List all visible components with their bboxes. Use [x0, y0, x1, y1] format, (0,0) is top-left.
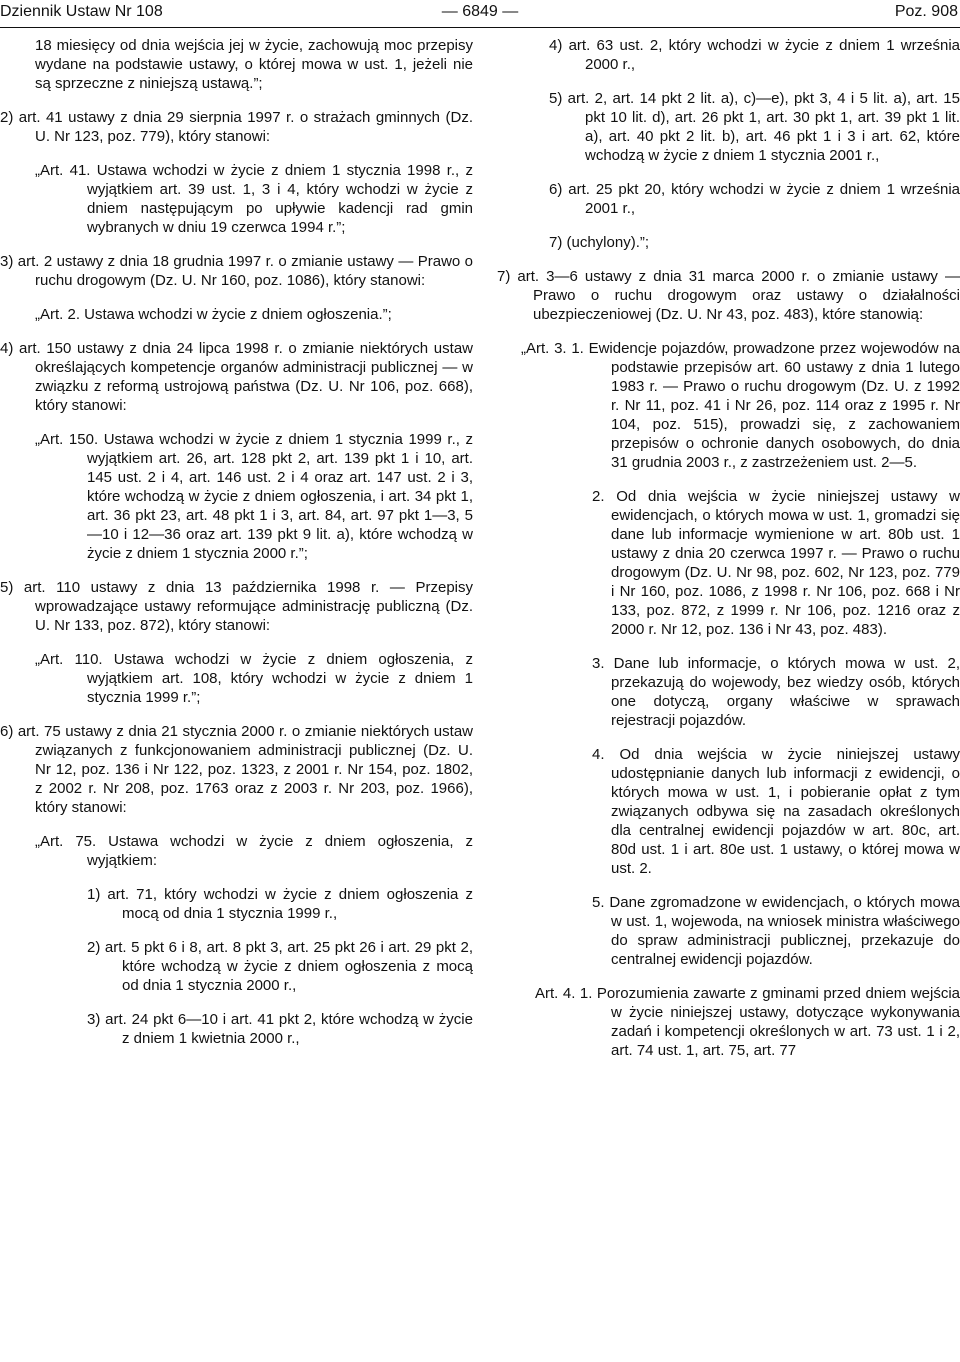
sub-item: 2) art. 5 pkt 6 i 8, art. 8 pkt 3, art. 25 pkt 26 i art. 29 pkt 2, które wchodzą w życie z dniem ogłoszenia z mocą od dnia 1 stycznia 2000 r., — [87, 939, 473, 994]
quoted-article: Art. 4. 1. Porozumienia zawarte z gminami przed dniem wejścia w życie niniejszej ustawy, dotyczące wykonywania zadań i kompetencji określonych w art. 73 ust. 1 i 2, art. 74 ust. 1, art. 75, art. 77 — [535, 985, 960, 1059]
article-paragraph: 2. Od dnia wejścia w życie niniejszej ustawy w ewidencjach, o których mowa w ust. 1, gromadzi się dane lub informacje wymienione w art. 80b ust. 1 ustawy z dnia 20 czerwca 1997 r. — Prawo o ruchu drogowym (Dz. U. Nr 98, poz. 602, Nr 123, poz. 779 i Nr 160, poz. 1086, z 1998 r. Nr 106, poz. 668 i Nr 133, poz. 872, z 1999 r. Nr 106, poz. 1216 oraz z 2000 r. Nr 12, poz. 136 i Nr 43, poz. 483). — [592, 488, 960, 638]
left-column — [0, 36, 473, 1063]
right-column — [497, 36, 960, 1075]
page-header — [0, 0, 960, 28]
sub-item: 3) art. 24 pkt 6—10 i art. 41 pkt 2, które wchodzą w życie z dniem 1 kwietnia 2000 r., — [87, 1011, 473, 1047]
quoted-article: „Art. 3. 1. Ewidencje pojazdów, prowadzone przez wojewodów na podstawie przepisów art. 60 ustawy z dnia 1 lutego 1983 r. — Prawo o ruchu drogowym (Dz. U. z 1992 r. Nr 11, poz. 41 i Nr 26, poz. 114 oraz z 1995 r. Nr 104, poz. 515), prowadzi się, z zachowaniem przepisów o ochronie danych osobowych, do dnia 31 grudnia 2003 r., z zastrzeżeniem ust. 2—5. — [521, 340, 960, 471]
header-rule — [0, 27, 960, 28]
article-paragraph: 4. Od dnia wejścia w życie niniejszej ustawy udostępnianie danych lub informacji z ewidencji, o których mowa w ust. 1, i pobieranie opłat z tym związanych odbywa się na zasadach określonych dla centralnej ewidencji pojazdów w art. 80c, art. 80d ust. 1 i art. 80e ust. 1 ustawy, o której mowa w ust. 2. — [592, 746, 960, 877]
quoted-article: „Art. 2. Ustawa wchodzi w życie z dniem ogłoszenia.”; — [35, 306, 392, 323]
list-item: 6) art. 75 ustawy z dnia 21 stycznia 2000 r. o zmianie niektórych ustaw związanych z funkcjonowaniem administracji publicznej (Dz. U. Nr 12, poz. 136 i Nr 122, poz. 1323, z 2001 r. Nr 154, poz. 1802, z 2002 r. Nr 208, poz. 1763 oraz z 2003 r. Nr 203, poz. 1966), który stanowi: — [0, 723, 473, 816]
journal-title: Dziennik Ustaw Nr 108 — [0, 3, 163, 20]
article-paragraph: 5. Dane zgromadzone w ewidencjach, o których mowa w ust. 1, wojewoda, na wniosek ministra właściwego do spraw administracji publicznej, przekazuje do centralnej ewidencji pojazdów. — [592, 894, 960, 968]
sub-item: 6) art. 25 pkt 20, który wchodzi w życie z dniem 1 września 2001 r., — [549, 181, 960, 217]
quoted-article: „Art. 41. Ustawa wchodzi w życie z dniem 1 stycznia 1998 r., z wyjątkiem art. 39 ust. 1, 3 i 4, który wchodzi w życie z dniem następującym po upływie kadencji rad gmin wybranych w dniu 19 czerwca 1994 r.”; — [35, 162, 473, 236]
list-item: 7) art. 3—6 ustawy z dnia 31 marca 2000 r. o zmianie ustawy — Prawo o ruchu drogowym oraz ustawy o działalności ubezpieczeniowej (Dz. U. Nr 43, poz. 483), które stanowią: — [497, 268, 960, 323]
paragraph: 18 miesięcy od dnia wejścia jej w życie, zachowują moc przepisy wydane na podstawie ustawy, o której mowa w ust. 1, jeżeli nie są sprzeczne z niniejszą ustawą.”; — [35, 37, 473, 92]
list-item: 2) art. 41 ustawy z dnia 29 sierpnia 1997 r. o strażach gminnych (Dz. U. Nr 123, poz. 779), który stanowi: — [0, 109, 473, 145]
sub-item: 1) art. 71, który wchodzi w życie z dniem ogłoszenia z mocą od dnia 1 stycznia 1999 r., — [87, 886, 473, 922]
list-item: 3) art. 2 ustawy z dnia 18 grudnia 1997 r. o zmianie ustawy — Prawo o ruchu drogowym (Dz. U. Nr 160, poz. 1086), który stanowi: — [0, 253, 473, 289]
quoted-article: „Art. 75. Ustawa wchodzi w życie z dniem ogłoszenia, z wyjątkiem: — [35, 833, 473, 869]
article-paragraph: 3. Dane lub informacje, o których mowa w ust. 2, przekazują do wojewody, bez wiedzy osób, których one dotyczą, organy właściwe w sprawach rejestracji pojazdów. — [592, 655, 960, 729]
sub-item: 5) art. 2, art. 14 pkt 2 lit. a), c)—e), pkt 3, 4 i 5 lit. a), art. 15 pkt 10 lit. d), art. 26 pkt 1, art. 30 pkt 1, art. 39 pkt 1 lit. a), art. 40 pkt 2 lit. b), art. 46 pkt 1 i 3 i art. 62, które wchodzą w życie z dniem 1 stycznia 2001 r., — [549, 90, 960, 164]
list-item: 4) art. 150 ustawy z dnia 24 lipca 1998 r. o zmianie niektórych ustaw określających kompetencje organów administracji publicznej — w związku z reformą ustrojową państwa (Dz. U. Nr 106, poz. 668), który stanowi: — [0, 340, 473, 414]
position-number: Poz. 908 — [894, 3, 958, 20]
sub-item: 4) art. 63 ust. 2, który wchodzi w życie z dniem 1 września 2000 r., — [549, 37, 960, 73]
page-number: — 6849 — — [441, 3, 519, 20]
sub-item: 7) (uchylony).”; — [549, 234, 650, 251]
quoted-article: „Art. 110. Ustawa wchodzi w życie z dniem ogłoszenia, z wyjątkiem art. 108, który wchodzi w życie z dniem 1 stycznia 1999 r.”; — [35, 651, 473, 706]
list-item: 5) art. 110 ustawy z dnia 13 października 1998 r. — Przepisy wprowadzające ustawy reformujące administrację publiczną (Dz. U. Nr 133, poz. 872), który stanowi: — [0, 579, 473, 634]
quoted-article: „Art. 150. Ustawa wchodzi w życie z dniem 1 stycznia 1999 r., z wyjątkiem art. 26, art. 128 pkt 2, art. 139 pkt 1 i 10, art. 145 ust. 2 i 4, art. 146 ust. 2 i 4 oraz art. 147 ust. 2 i 3, które wchodzą w życie z dniem ogłoszenia, i art. 34 pkt 1, art. 36 pkt 23, art. 48 pkt 1 i 3, art. 84, art. 97 pkt 1—3, 5—10 i 12—36 oraz art. 139 pkt 9 lit. a), które wchodzą w życie z dniem 1 stycznia 2000 r.”; — [35, 431, 473, 562]
